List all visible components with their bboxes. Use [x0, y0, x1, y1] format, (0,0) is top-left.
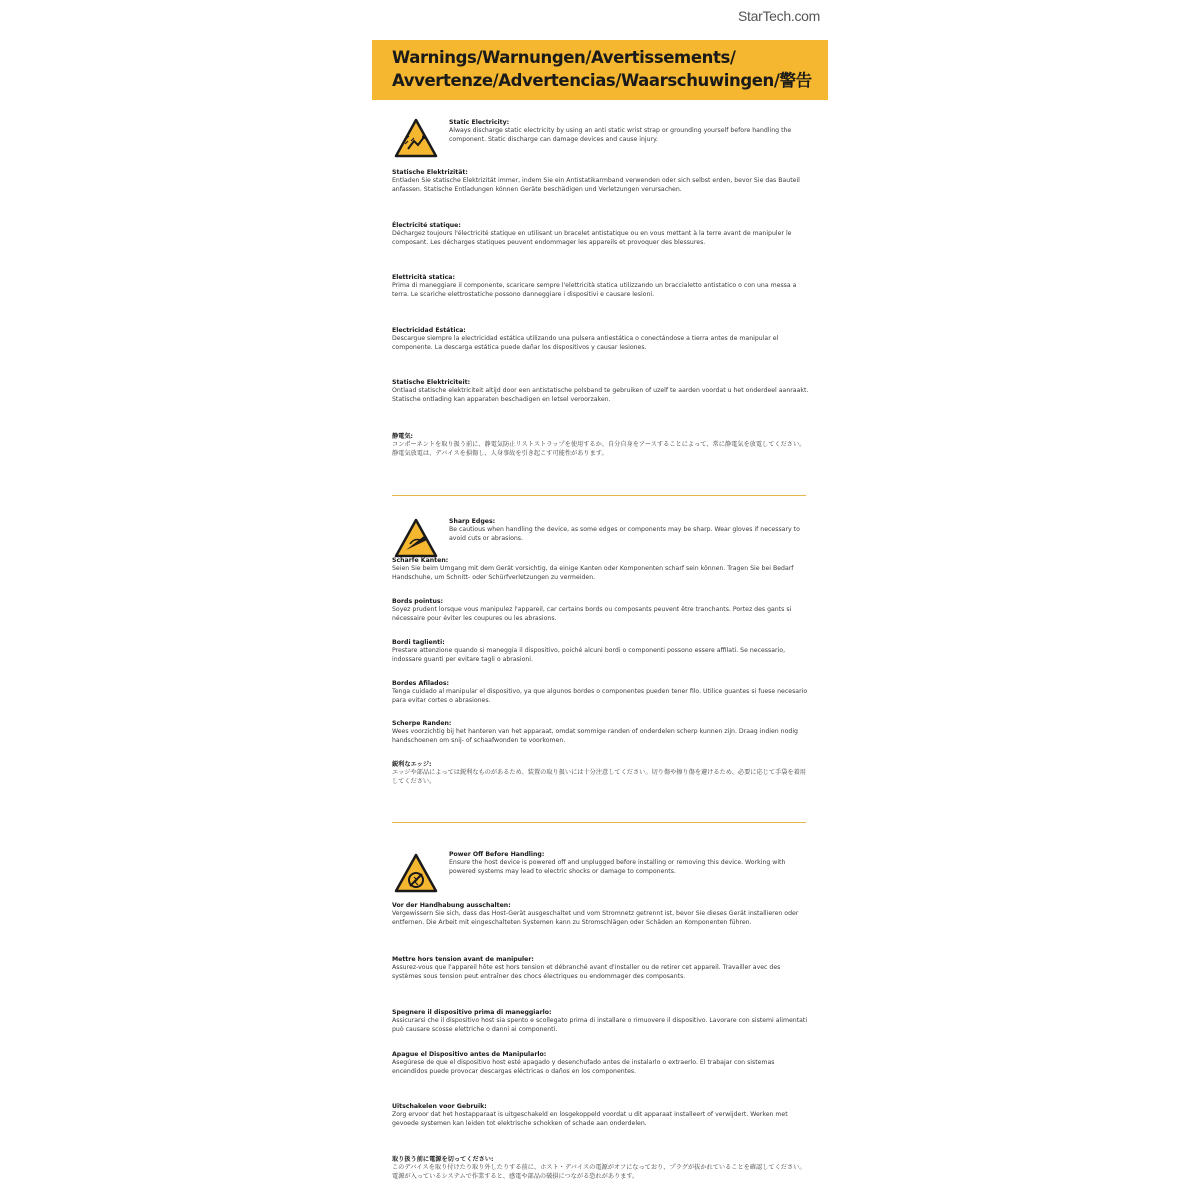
- paragraph-title: Scharfe Kanten:: [392, 557, 449, 564]
- paragraph-text: Entladen Sie statische Elektrizität immer, indem Sie ein Antistatikarmband verwenden oder sich selbst erden, bevor Sie das Bauteil anfassen. Statische Entladungen können Geräte beschädigen und Verletzungen verursachen.: [392, 177, 800, 193]
- paragraph-title: Mettre hors tension avant de manipuler:: [392, 956, 534, 963]
- paragraph-text: Asegúrese de que el dispositivo host esté apagado y desenchufado antes de instalarlo o extraerlo. El trabajar con sistemas encendidos puede provocar descargas eléctricas o daños en los componentes.: [392, 1059, 775, 1075]
- paragraph-title: Statische Elektrizität:: [392, 169, 468, 176]
- paragraph-text: Ontlaad statische elektriciteit altijd door een antistatische polsband te gebruiken of uzelf te aarden voordat u het onderdeel aanraakt. Statische ontlading kan apparaten beschadigen en letsel veroorzaken.: [392, 387, 809, 403]
- warning-paragraph-es: [392, 327, 810, 352]
- static-electricity-icon: [394, 118, 438, 158]
- warning-paragraph-de: [392, 169, 810, 194]
- paragraph-title: Elettricità statica:: [392, 274, 455, 281]
- banner-title-line-1: Warnings/Warnungen/Avertissements/: [392, 48, 736, 67]
- paragraph-title: Scherpe Randen:: [392, 720, 452, 727]
- paragraph-title: Apague el Dispositivo antes de Manipularlo:: [392, 1051, 547, 1058]
- warning-paragraph-es: [392, 1051, 810, 1076]
- paragraph-title: Spegnere il dispositivo prima di maneggiarlo:: [392, 1009, 552, 1016]
- paragraph-title: 鋭利なエッジ:: [392, 761, 432, 768]
- power-off-icon: [394, 853, 438, 893]
- warning-paragraph-es: [392, 680, 810, 705]
- power-off-section: [372, 841, 828, 1200]
- warning-paragraph-it: [392, 639, 810, 664]
- paragraph-title: Electricidad Estática:: [392, 327, 466, 334]
- paragraph-title: Statische Elektriciteit:: [392, 379, 471, 386]
- paragraph-text: Assicurarsi che il dispositivo host sia spento e scollegato prima di installare o rimuovere il dispositivo. Lavorare con sistemi alimentati può causare scosse elettriche o danni ai componenti.: [392, 1017, 808, 1033]
- banner-title-line-2: Avvertenze/Advertencias/Waarschuwingen/警告: [392, 71, 812, 90]
- paragraph-text: エッジや部品によっては鋭利なものがあるため、装置の取り扱いには十分注意してください。切り傷や擦り傷を避けるため、必要に応じて手袋を着用してください。: [392, 769, 806, 785]
- warning-title: Static Electricity:: [449, 119, 510, 126]
- paragraph-title: Bords pointus:: [392, 598, 444, 605]
- warning-paragraph-fr: [392, 956, 810, 981]
- sharp-edges-warning: [449, 518, 809, 543]
- paragraph-text: コンポーネントを取り扱う前に、静電気防止リストストラップを使用するか、自分自身をアースすることによって、常に静電気を放電してください。静電気放電は、デバイスを損傷し、人身事故を引き起こす可能性があります。: [392, 441, 806, 457]
- sharp-edges-section: [372, 510, 828, 841]
- warning-paragraph-fr: [392, 598, 810, 623]
- warning-paragraph-de: [392, 902, 810, 927]
- paragraph-text: Vergewissern Sie sich, dass das Host-Gerät ausgeschaltet und vom Stromnetz getrennt ist, bevor Sie dieses Gerät installieren oder entfernen. Die Arbeit mit eingeschalteten Systemen kann zu Stromschlägen oder Schäden an Komponenten führen.: [392, 910, 799, 926]
- warning-paragraph-nl: [392, 379, 810, 404]
- sharp-edges-icon: [394, 518, 438, 558]
- warning-paragraph-nl: [392, 720, 810, 745]
- warning-paragraph-nl: [392, 1103, 810, 1128]
- warning-text: Ensure the host device is powered off and unplugged before installing or removing this device. Working with powered systems may lead to electric shocks or damage to components.: [449, 859, 786, 875]
- warning-paragraph-de: [392, 557, 810, 582]
- paragraph-text: Prestare attenzione quando si maneggia il dispositivo, poiché alcuni bordi o componenti possono essere affilati. Se necessario, indossare guanti per evitare tagli o abrasioni.: [392, 647, 786, 663]
- paragraph-text: Seien Sie beim Umgang mit dem Gerät vorsichtig, da einige Kanten oder Komponenten scharf sein können. Tragen Sie bei Bedarf Handschuhe, um Schnitt- oder Schürfverletzungen zu vermeiden.: [392, 565, 794, 581]
- paragraph-title: Vor der Handhabung ausschalten:: [392, 902, 511, 909]
- warning-paragraph-ja: [392, 433, 810, 458]
- paragraph-text: Soyez prudent lorsque vous manipulez l'appareil, car certains bords ou composants peuvent être tranchants. Portez des gants si nécessaire pour éviter les coupures ou les abrasions.: [392, 606, 792, 622]
- paragraph-text: Déchargez toujours l'électricité statique en utilisant un bracelet antistatique ou en vous mettant à la terre avant de manipuler le composant. Les décharges statiques peuvent endommager les appareils et provoquer des blessures.: [392, 230, 792, 246]
- power-off-warning: [449, 851, 809, 876]
- paragraph-title: 静電気:: [392, 433, 414, 440]
- paragraph-text: Zorg ervoor dat het hostapparaat is uitgeschakeld en losgekoppeld voordat u dit apparaat installeert of verwijdert. Werken met gevoede systemen kan leiden tot elektrische schokken of schade aan onderdelen.: [392, 1111, 788, 1127]
- warning-paragraph-it: [392, 1009, 810, 1034]
- paragraph-title: Bordi taglienti:: [392, 639, 445, 646]
- warning-text: Always discharge static electricity by using an anti static wrist strap or grounding yourself before handling the component. Static discharge can damage devices and cause injury.: [449, 127, 792, 143]
- warning-paragraph-fr: [392, 222, 810, 247]
- paragraph-text: Wees voorzichtig bij het hanteren van het apparaat, omdat sommige randen of onderdelen scherp kunnen zijn. Draag indien nodig handschoenen om snij- of schaafwonden te voorkomen.: [392, 728, 798, 744]
- static-electricity-section: [372, 106, 828, 510]
- warning-title: Sharp Edges:: [449, 518, 496, 525]
- paragraph-title: Bordes Afilados:: [392, 680, 449, 687]
- paragraph-text: Assurez-vous que l'appareil hôte est hors tension et débranché avant d'installer ou de retirer cet appareil. Travailler avec des systèmes sous tension peut entraîner des chocs électriques ou endommager des composants.: [392, 964, 781, 980]
- warnings-content: [372, 106, 828, 1200]
- warning-title: Power Off Before Handling:: [449, 851, 545, 858]
- static-electricity-warning: [449, 119, 809, 144]
- paragraph-title: Uitschakelen voor Gebruik:: [392, 1103, 487, 1110]
- paragraph-text: このデバイスを取り付けたり取り外したりする前に、ホスト・デバイスの電源がオフになっており、プラグが抜かれていることを確認してください。電源が入っているシステムで作業すると、感電や部品の破損につながる恐れがあります。: [392, 1164, 806, 1180]
- paragraph-text: Prima di maneggiare il componente, scaricare sempre l'elettricità statica utilizzando un braccialetto antistatico o con una messa a terra. Le scariche elettrostatiche possono danneggiare i dispositivi e causare lesioni.: [392, 282, 797, 298]
- warning-paragraph-ja: [392, 761, 810, 786]
- warnings-banner: [372, 40, 828, 100]
- paragraph-title: 取り扱う前に電源を切ってください:: [392, 1156, 494, 1163]
- section-divider: [392, 822, 806, 823]
- paragraph-text: Descargue siempre la electricidad estática utilizando una pulsera antiestática o conectándose a tierra antes de manipular el componente. La descarga estática puede dañar los dispositivos y causar lesiones.: [392, 335, 779, 351]
- paragraph-text: Tenga cuidado al manipular el dispositivo, ya que algunos bordes o componentes pueden tener filo. Utilice guantes si fuese necesario para evitar cortes o abrasiones.: [392, 688, 808, 704]
- warning-paragraph-it: [392, 274, 810, 299]
- warning-text: Be cautious when handling the device, as some edges or components may be sharp. Wear gloves if necessary to avoid cuts or abrasions.: [449, 526, 800, 542]
- paragraph-title: Électricité statique:: [392, 222, 461, 229]
- section-divider: [392, 495, 806, 496]
- warning-paragraph-ja: [392, 1156, 810, 1181]
- startech-logo: StarTech.com: [738, 8, 820, 24]
